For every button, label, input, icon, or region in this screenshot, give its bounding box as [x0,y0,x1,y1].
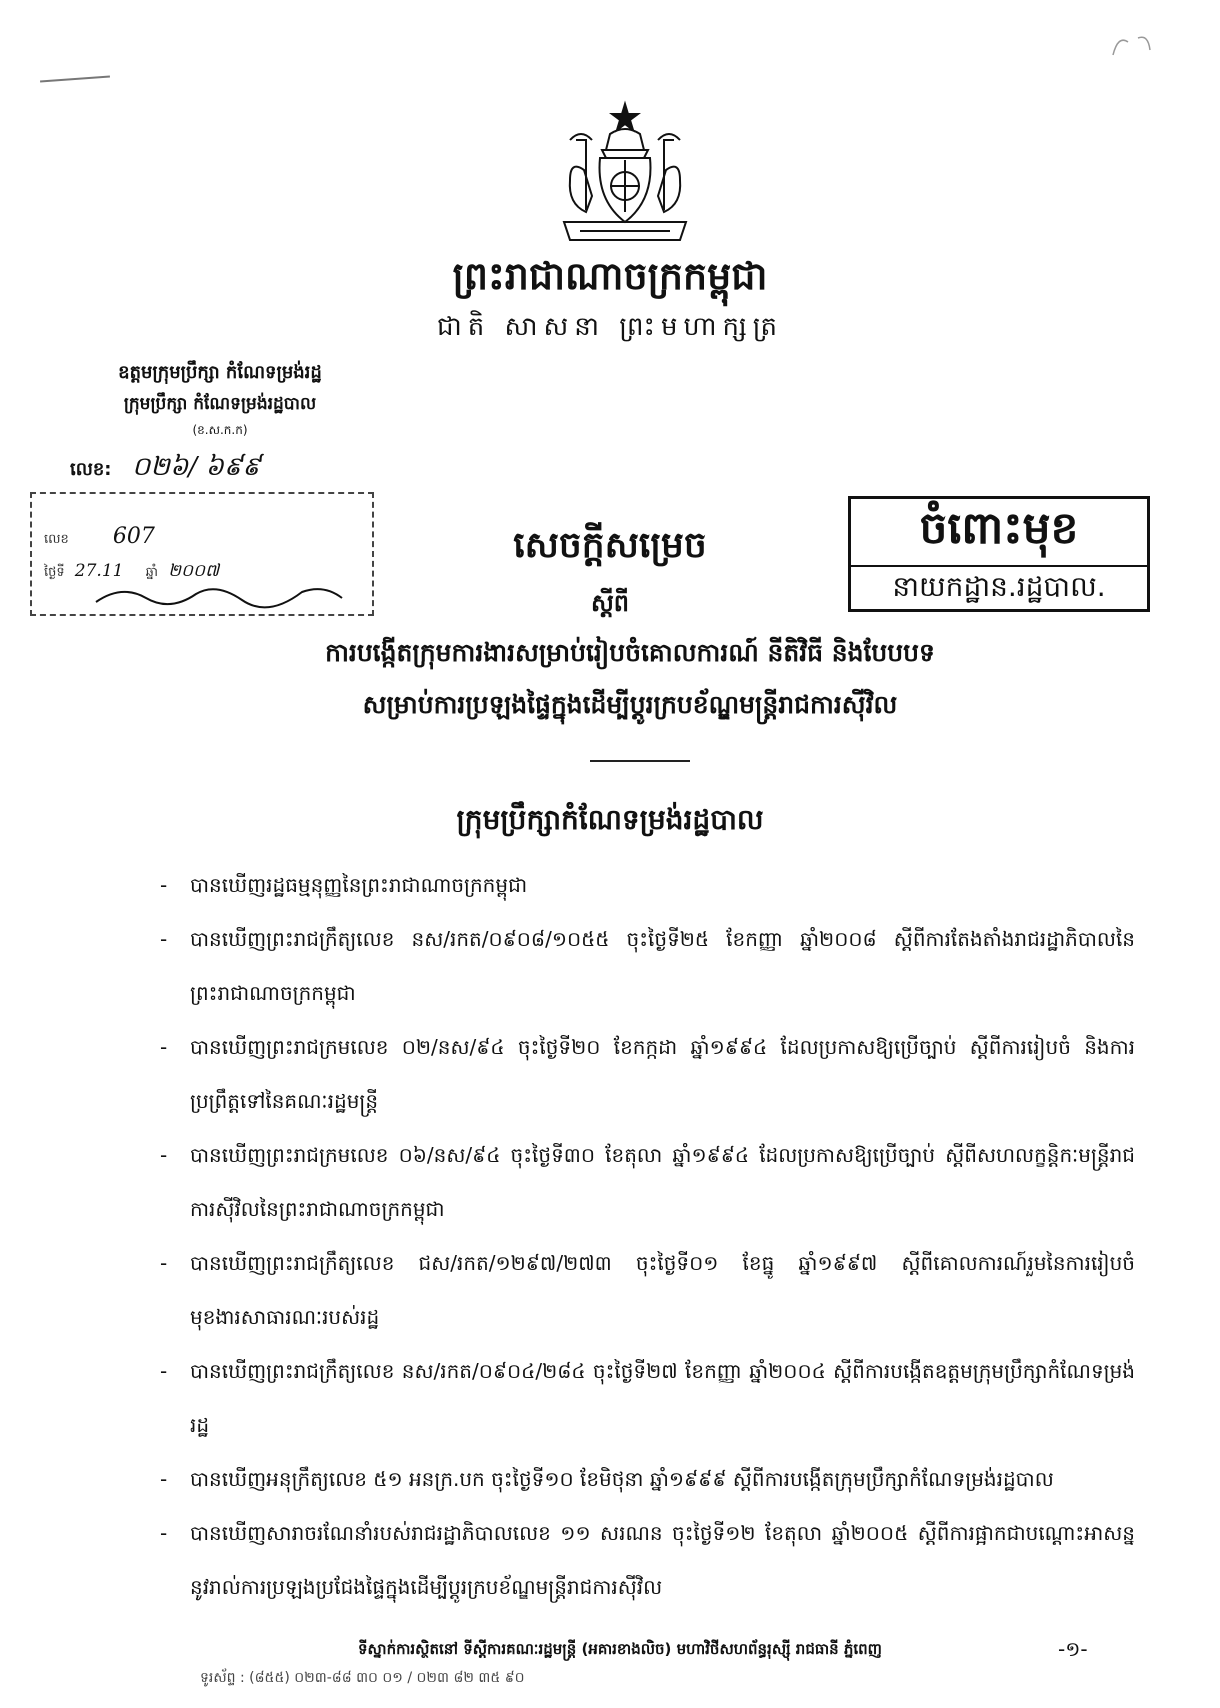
copy-stamp-department: នាយកដ្ឋាន.រដ្ឋបាល. [851,565,1147,610]
regarding-label: ស្តីពី [590,589,630,617]
issuer-line-1: ឧត្តមក្រុមប្រឹក្សា កំណែទម្រង់រដ្ឋ [118,362,322,383]
received-date-label: ថ្ងៃទី [44,565,65,580]
list-item: - បានឃើញរដ្ឋធម្មនុញ្ញនៃព្រះរាជាណាចក្រកម្ពុជា [160,873,528,897]
issuer-line-2: ក្រុមប្រឹក្សា កំណែទម្រង់រដ្ឋបាល [123,394,317,414]
scan-mark [40,76,110,83]
document-title: សេចក្តីសម្រេច [513,525,707,566]
handwritten-signature [92,580,352,610]
copy-stamp-main: ចំពោះមុខ [919,503,1079,554]
received-stamp [30,492,374,616]
considerations-list [160,858,1135,1614]
received-number-row [44,524,155,550]
royal-coat-of-arms-emblem [540,100,710,250]
list-item: - បានឃើញព្រះរាជក្រឹត្យលេខ នស/រកត/០៩០៨/១០៥៥ ចុះថ្ងៃទី២៥ ខែកញ្ញា ឆ្នាំ២០០៨ ស្តីពីការតែងតាំងរាជរដ្ឋាភិបាលនៃព្រះរាជាណាចក្រកម្ពុជា [160,927,1135,1005]
issuer-block [60,360,380,440]
list-item: - បានឃើញព្រះរាជក្រឹត្យលេខ នស/រកត/០៩០៤/២៨៤ ចុះថ្ងៃទី២៧ ខែកញ្ញា ឆ្នាំ២០០៤ ស្តីពីការបង្កើតឧត្តមក្រុមប្រឹក្សាកំណែទម្រង់រដ្ឋ [160,1359,1135,1437]
subject-line-1: ការបង្កើតក្រុមការងារសម្រាប់រៀបចំគោលការណ៍ នីតិវិធី និងបែបបទ [325,638,935,667]
reference-number-row [70,450,261,488]
issuer-acronym: (ខ.ស.ក.ក) [192,423,248,437]
received-year-label: ឆ្នាំ [145,565,158,580]
reference-value: ០២៦/ ៦៩៩ [131,452,261,482]
list-item: - បានឃើញសារាចរណែនាំរបស់រាជរដ្ឋាភិបាលលេខ ១១ សរណន ចុះថ្ងៃទី១២ ខែតុលា ឆ្នាំ២០០៥ ស្តីពីការផ្អាកជាបណ្តោះអាសន្ននូវរាល់ការប្រឡងប្រជែងផ្ទៃក្នុងដើម្បីប្តូរក្របខ័ណ្ឌមន្ត្រីរាជការស៊ីវិល [160,1521,1135,1599]
received-year-value: ២០០៧ [168,561,220,581]
footer-address: ទីស្នាក់ការស្ថិតនៅ ទីស្តីការគណៈរដ្ឋមន្ត្រី (អគារខាងលិច) មហាវិថីសហព័ន្ធរុស្ស៊ី រាជធានី ភ្នំពេញ [358,1640,882,1658]
page-number: -១- [1058,1637,1088,1661]
council-heading: ក្រុមប្រឹក្សាកំណែទម្រង់រដ្ឋបាល [456,803,764,836]
subject-line-2: សម្រាប់ការប្រឡងផ្ទៃក្នុងដើម្បីប្តូរក្របខ័ណ្ឌមន្ត្រីរាជការស៊ីវិល [362,690,898,719]
national-motto: ជាតិ សាសនា ព្រះមហាក្សត្រ [437,312,783,342]
received-number-value: 607 [112,524,155,549]
copy-stamp [848,496,1150,612]
footer-contact: ទូរស័ព្ទ : (៨៥៥) ០២៣-៨៨ ៣០ ០១ / ០២៣ ៨២ ៣៥ ៩០ [200,1670,525,1686]
title-divider [590,760,690,762]
list-item: - បានឃើញអនុក្រឹត្យលេខ ៥១ អនក្រ.បក ចុះថ្ងៃទី១០ ខែមិថុនា ឆ្នាំ១៩៩៩ ស្តីពីការបង្កើតក្រុមប្រឹក្សាកំណែទម្រង់រដ្ឋបាល [160,1467,1054,1491]
kingdom-title: ព្រះរាជាណាចក្រកម្ពុជា [452,254,768,298]
list-item: - បានឃើញព្រះរាជក្រមលេខ ០២/នស/៩៤ ចុះថ្ងៃទី២០ ខែកក្កដា ឆ្នាំ១៩៩៤ ដែលប្រកាសឱ្យប្រើច្បាប់ ស្តីពីការរៀបចំ និងការប្រព្រឹត្តទៅនៃគណៈរដ្ឋមន្ត្រី [160,1035,1135,1113]
scan-corner-mark [1108,30,1158,70]
received-number-label: លេខ [44,532,69,547]
list-item: - បានឃើញព្រះរាជក្រមលេខ ០៦/នស/៩៤ ចុះថ្ងៃទី៣០ ខែតុលា ឆ្នាំ១៩៩៤ ដែលប្រកាសឱ្យប្រើច្បាប់ ស្តីពីសហលក្ខន្តិកៈមន្ត្រីរាជការស៊ីវិលនៃព្រះរាជាណាចក្រកម្ពុជា [160,1143,1135,1221]
list-item: - បានឃើញព្រះរាជក្រឹត្យលេខ ជស/រកត/១២៩៧/២៧៣ ចុះថ្ងៃទី០១ ខែធ្នូ ឆ្នាំ១៩៩៧ ស្តីពីគោលការណ៍រួមនៃការរៀបចំមុខងារសាធារណៈរបស់រដ្ឋ [160,1251,1135,1329]
received-date-value: 27.11 [74,561,124,581]
reference-label: លេខ: [70,459,112,480]
